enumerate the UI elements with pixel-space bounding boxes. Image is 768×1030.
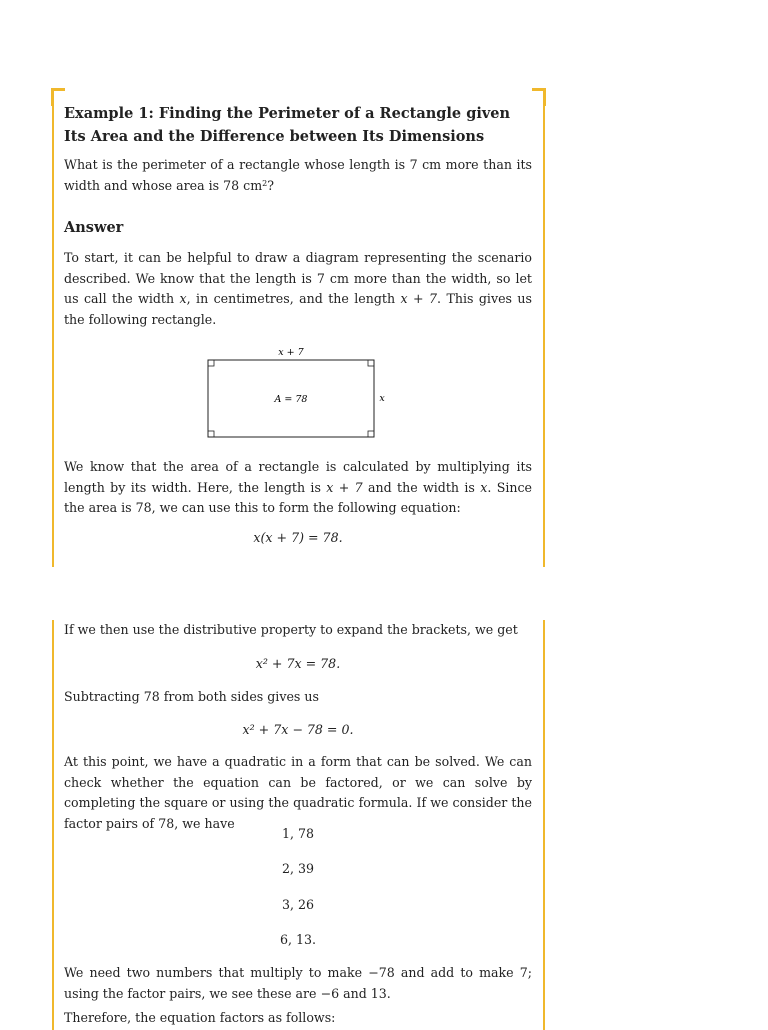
para2-part-a: We know that the area of a rectangle is calculated by multiplying its length by its width. Here, the length is: [64, 459, 532, 495]
right-angle-marker-br: [368, 431, 374, 437]
factor-pair-4: 6, 13.: [279, 932, 317, 947]
top-side-label: x + 7: [278, 347, 304, 358]
var-x-2: x: [480, 479, 488, 495]
factor-pair-2: 2, 39: [281, 861, 315, 876]
var-x: x: [179, 291, 187, 306]
question-end: ?: [267, 177, 274, 193]
rectangle-diagram: [180, 340, 420, 450]
right-angle-marker-tr: [368, 360, 374, 366]
factor-pair-3: 3, 26: [281, 897, 315, 912]
example-title: Example 1: Finding the Perimeter of a Rectangle given Its Area and the Difference between Its Dimensions: [64, 105, 511, 145]
para2-part-b: and the width is: [362, 479, 481, 495]
equation-3: x² + 7x − 78 = 0.: [242, 722, 354, 737]
equation-1: x(x + 7) = 78.: [253, 530, 343, 545]
para1-part-b: , in centimetres, and the length: [186, 291, 401, 306]
question-body: What is the perimeter of a rectangle whose length is 7 cm more than its width and whose area is 78 cm: [64, 157, 532, 193]
rectangle-svg: [180, 340, 420, 450]
right-angle-marker-tl: [208, 360, 214, 366]
paragraph-1: [64, 248, 532, 330]
question-superscript: 2: [262, 178, 268, 188]
box-corner-right-vertical: [543, 88, 546, 106]
paragraph-7: Therefore, the equation factors as follows:: [64, 1010, 336, 1025]
paragraph-4: Subtracting 78 from both sides gives us: [64, 689, 319, 704]
area-label: A = 78: [274, 394, 308, 405]
box-corner-left-vertical: [51, 88, 54, 106]
para2-part-c: . Since the area is 78, we can use this to form the following equation:: [64, 479, 532, 515]
para1-part-c: . This gives us the following rectangle.: [64, 291, 532, 327]
answer-heading: Answer: [64, 219, 124, 236]
paragraph-5: At this point, we have a quadratic in a form that can be solved. We can check whether the equation can be factored, or we can solve by completing the square or using the quadratic formula. If we consider the factor pairs of 78, we have: [64, 754, 532, 831]
question-text: [64, 155, 532, 196]
expr-x-plus-7: x + 7: [400, 291, 438, 306]
expr-x-plus-7-2: x + 7: [326, 479, 363, 495]
factor-pair-1: 1, 78: [281, 826, 315, 841]
right-side-label: x: [379, 393, 385, 404]
para1-part-a: To start, it can be helpful to draw a diagram representing the scenario described. We know that the length is 7 cm more than the width, so let us call the width: [64, 250, 532, 306]
right-angle-marker-bl: [208, 431, 214, 437]
paragraph-3: If we then use the distributive property to expand the brackets, we get: [64, 622, 518, 637]
paragraph-6: We need two numbers that multiply to make −78 and add to make 7; using the factor pairs, we see these are −6 and 13.: [64, 965, 532, 1001]
equation-2: x² + 7x = 78.: [255, 656, 341, 671]
paragraph-2: [64, 457, 532, 519]
